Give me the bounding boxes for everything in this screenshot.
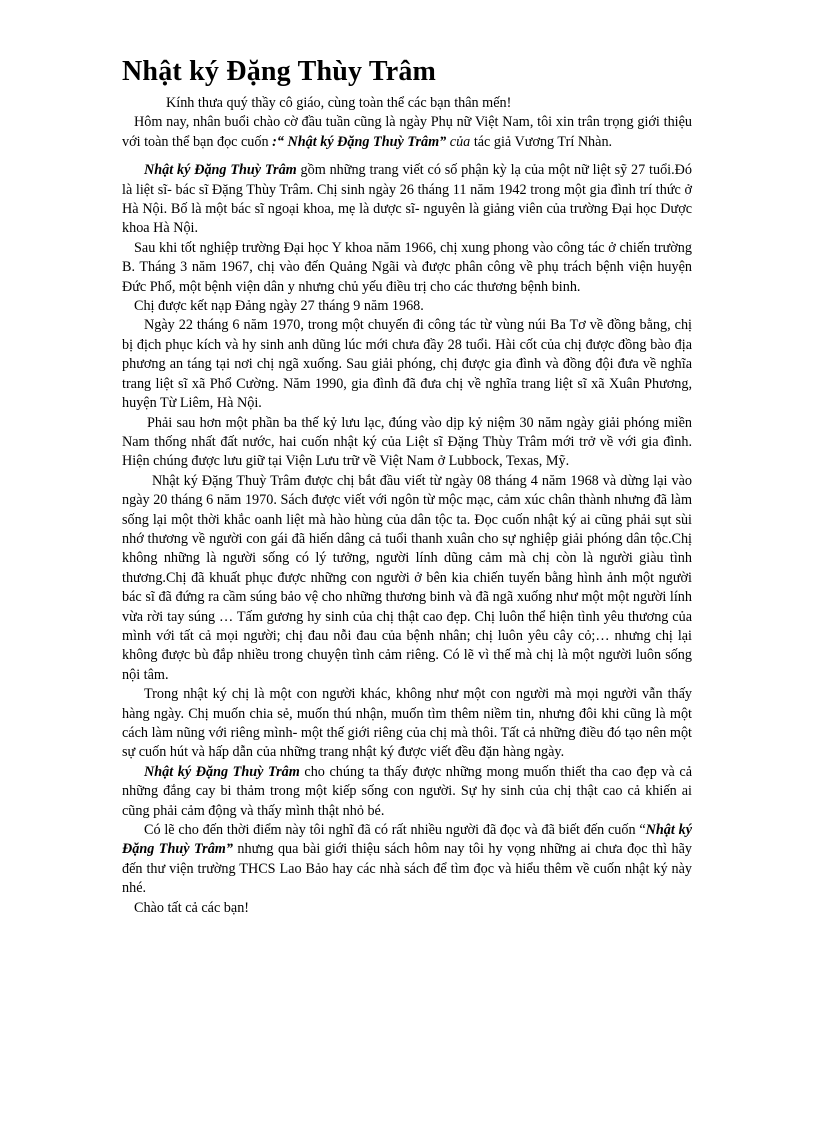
diary-return-paragraph (122, 414, 692, 472)
author-paragraph (122, 161, 692, 239)
message-text: cho chúng ta thấy được những mong muốn thiết tha cao đẹp và cả những đắng cay bi thảm trong một kiếp sống con người. Sự hy sinh của chị thật cao cả khiến ai cũng phải cảm động và thấy mình thật nhỏ bé. (122, 763, 692, 819)
book-title-emphasis: :“ Nhật ký Đặng Thuỳ Trâm” (272, 133, 450, 150)
career-text: Sau khi tốt nghiệp trường Đại học Y khoa năm 1966, chị xung phong vào công tác ở chiến trường B. Tháng 3 năm 1967, chị vào đến Quảng Ngãi và được phân công về phụ trách bệnh viện huyện Đức Phổ, một bệnh viện dân y nhưng chủ yếu điều trị cho các thương bệnh binh. (122, 239, 692, 295)
closing-text-start: Có lẽ cho đến thời điểm này tôi nghĩ đã có rất nhiều người đã đọc và đã biết đến cuốn “ (144, 822, 646, 839)
intro-of-word: của (449, 133, 471, 150)
inner-life-paragraph (122, 685, 692, 763)
death-text: Ngày 22 tháng 6 năm 1970, trong một chuyến đi công tác từ vùng núi Ba Tơ về đồng bằng, chị bị địch phục kích và hy sinh anh dũng lúc mới chưa đầy 28 tuổi. Hài cốt của chị được đồng bào địa phương an táng tại nơi chị ngã xuống. Sau giải phóng, chị được gia đình và đồng đội đưa về nghĩa trang liệt sĩ xã Phổ Cường. Năm 1990, gia đình đã đưa chị về nghĩa trang liệt sĩ xã Xuân Phương, huyện Từ Liêm, Hà Nội. (122, 317, 692, 412)
greeting-paragraph (122, 94, 692, 113)
book-title-emphasis: Nhật ký Đặng Thuỳ Trâm (144, 763, 300, 780)
closing-paragraph (122, 821, 692, 899)
diary-return-text: Phải sau hơn một phần ba thế kỷ lưu lạc, đúng vào dịp kỷ niệm 30 năm ngày giải phóng miền Nam thống nhất đất nước, hai cuốn nhật ký của Liệt sĩ Đặng Thùy Trâm mới trở về với gia đình. Hiện chúng được lưu giữ tại Viện Lưu trữ về Việt Nam ở Lubbock, Texas, Mỹ. (122, 414, 692, 470)
document-body (122, 94, 692, 918)
closing-text-end: nhưng qua bài giới thiệu sách hôm nay tôi hy vọng những ai chưa đọc thì hãy đến thư viện trường THCS Lao Bảo hay các nhà sách để tìm đọc và hiểu thêm về cuốn nhật ký này nhé. (122, 841, 692, 897)
intro-text: Hôm nay, nhân buổi chào cờ đầu tuần cũng là ngày Phụ nữ Việt Nam, tôi xin trân trọng giới thiệu với toàn thể bạn đọc cuốn (122, 114, 692, 150)
document-title: Nhật ký Đặng Thùy Trâm (122, 56, 437, 87)
book-title-emphasis: Nhật ký Đặng Thuỳ Trâm” (122, 822, 693, 858)
content-paragraph (122, 472, 692, 685)
farewell-paragraph (122, 899, 692, 918)
author-text: gồm những trang viết có số phận kỳ lạ của một nữ liệt sỹ 27 tuổi.Đó là liệt sĩ- bác sĩ Đặng Thùy Trâm. Chị sinh ngày 26 tháng 11 năm 1942 trong một gia đình trí thức ở Hà Nội. Bố là một bác sĩ ngoại khoa, mẹ là dược sĩ- nguyên là giảng viên của trường Đại học Dược khoa Hà Nội. (122, 162, 693, 237)
intro-author: tác giả Vương Trí Nhàn. (470, 133, 613, 150)
death-paragraph (122, 316, 692, 413)
book-title-emphasis: Nhật ký Đặng Thuỳ Trâm (144, 162, 297, 179)
party-paragraph (122, 297, 692, 316)
greeting-text: Kính thưa quý thầy cô giáo, cùng toàn thể các bạn thân mến! (166, 95, 512, 111)
content-text: Nhật ký Đặng Thuỳ Trâm được chị bắt đầu viết từ ngày 08 tháng 4 năm 1968 và dừng lại vào ngày 20 tháng 6 năm 1970. Sách được viết với ngôn từ mộc mạc, cảm xúc chân thành nhưng đã làm sống lại một thời khắc oanh liệt mà hào hùng của dân tộc ta. Đọc cuốn nhật ký ai cũng phải sụt sùi nhớ thương về người con gái đã hiến dâng cả tuổi thanh xuân cho sự nghiệp giải phóng dân tộc.Chị không những là người sống có lý tưởng, người lính dũng cảm mà chị còn là người giàu tình thương.Chị đã khuất phục được những con người ở bên kia chiến tuyến bằng hình ảnh một người bác sĩ đã đứng ra cầm súng bảo vệ cho những thương binh và đã ngã xuống như một một người lính vừa rời tay súng … Tấm gương hy sinh của chị thật cao đẹp. Chị luôn thể hiện tình yêu thương của mình với tất cả mọi người; chị đau nỗi đau của bệnh nhân; chị luôn yêu cây cỏ;… nhưng chị lại không được bù đắp nhiều trong chuyện tình cảm riêng. Có lẽ vì thế mà chị là một người luôn sống nội tâm. (122, 472, 692, 683)
party-text: Chị được kết nạp Đảng ngày 27 tháng 9 năm 1968. (134, 298, 424, 315)
intro-paragraph (122, 113, 692, 152)
career-paragraph (122, 239, 692, 297)
message-paragraph (122, 763, 692, 821)
farewell-text: Chào tất cả các bạn! (134, 899, 250, 916)
inner-life-text: Trong nhật ký chị là một con người khác, không như một con người mà mọi người vẫn thấy hàng ngày. Chị muốn chia sẻ, muốn thú nhận, muốn tìm thêm niềm tin, nhưng đôi khi cũng là một cách làm nũng với riêng mình- một thế giới riêng của chị mà thôi. Tất cả những điều đó tạo nên một sự cuốn hút và hấp dẫn của những trang nhật ký được viết đều đặn hàng ngày. (122, 686, 692, 761)
